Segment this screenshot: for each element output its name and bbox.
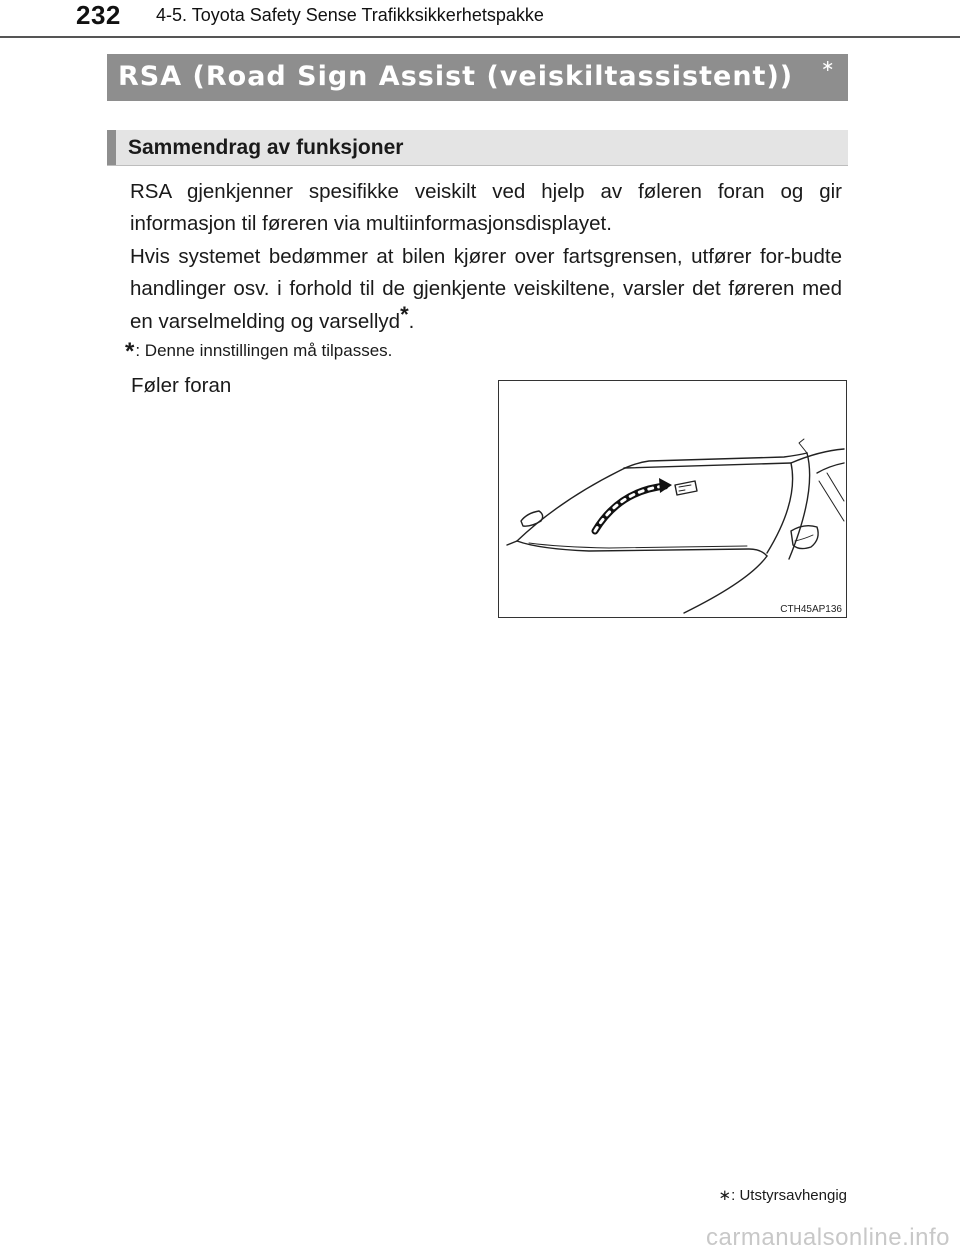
title-bar — [107, 54, 848, 101]
header-rule — [0, 36, 960, 38]
paragraph-2-end: . — [408, 310, 415, 333]
watermark: carmanualsonline.info — [706, 1224, 950, 1251]
paragraph-2-text: Hvis systemet bedømmer at bilen kjører over fartsgrensen, utfører for-budte handlinger osv. i forhold til de gjenkjente veiskiltene, varsler det føreren med en varselmelding og varsellyd — [130, 245, 842, 333]
title-star: ∗ — [821, 58, 835, 75]
section-accent — [107, 130, 116, 165]
illustration-code: CTH45AP136 — [780, 604, 842, 615]
page-number: 232 — [76, 0, 121, 30]
section-bar — [107, 130, 848, 166]
paragraph-2 — [130, 241, 842, 338]
page-title: RSA (Road Sign Assist (veiskiltassistent)) — [118, 61, 794, 92]
footnote-marker: * — [400, 302, 409, 327]
running-header: 4-5. Toyota Safety Sense Trafikksikkerhetspakke — [156, 5, 544, 25]
figure-label: Føler foran — [131, 374, 232, 397]
footnote-text: : Denne innstillingen må tilpasses. — [135, 341, 393, 360]
windshield-drawing — [499, 381, 846, 617]
paragraph-1: RSA gjenkjenner spesifikke veiskilt ved hjelp av føleren foran og gir informasjon til føreren via multiinformasjonsdisplayet. — [130, 180, 842, 235]
front-sensor-illustration — [498, 380, 847, 618]
equipment-note: ∗: Utstyrsavhengig — [718, 1187, 847, 1204]
footnote — [125, 335, 392, 363]
footnote-star: * — [125, 338, 135, 365]
section-heading: Sammendrag av funksjoner — [128, 136, 404, 159]
